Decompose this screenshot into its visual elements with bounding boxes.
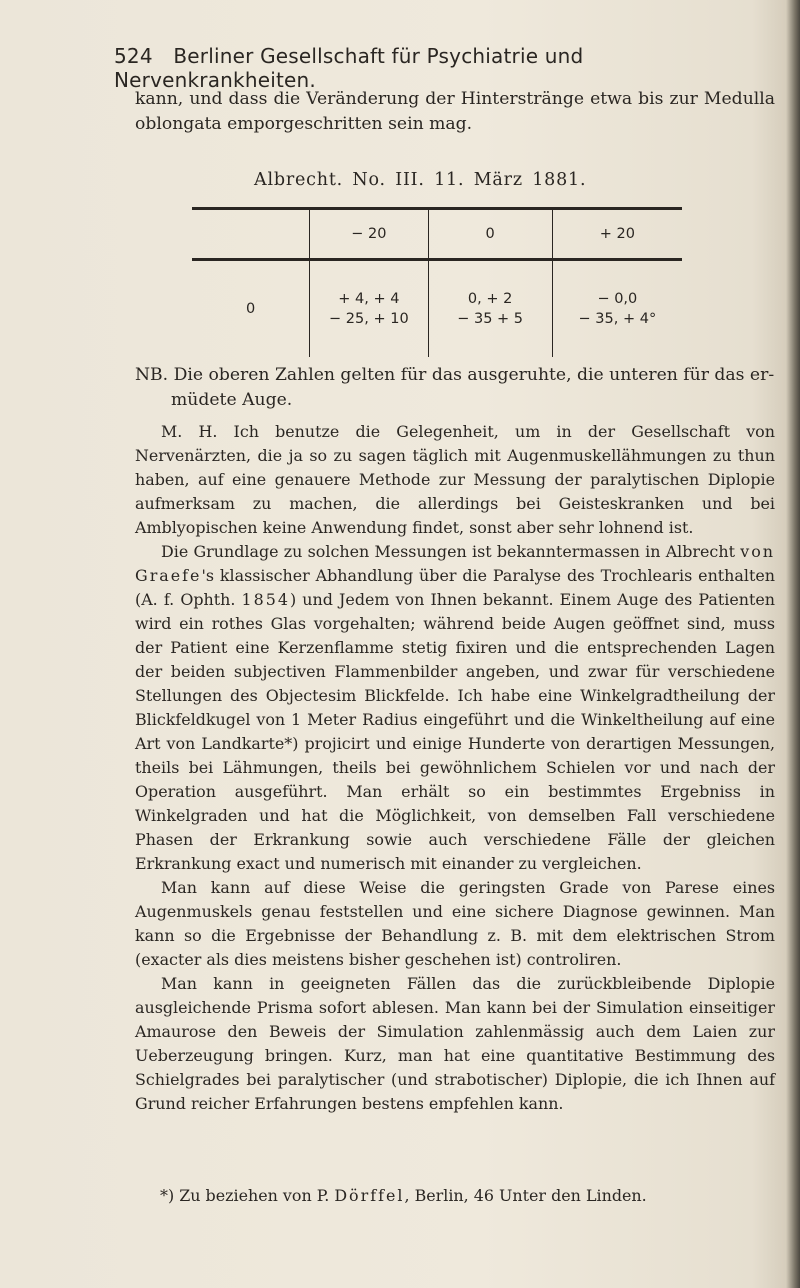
author-name-spaced: 1854 <box>241 590 290 609</box>
cell-lower-value: − 25, + 10 <box>329 311 409 327</box>
author-name-spaced: Dörffel <box>334 1186 405 1205</box>
cell-upper-value: 0, + 2 <box>467 291 513 307</box>
nb-note <box>135 363 775 413</box>
paragraph: M. H. Ich benutze die Gelegenheit, um in der Gesellschaft von Nervenärzten, die ja so zu sagen täglich mit Augenmuskellähmungen zu thun haben, auf eine genauere Methode zur Messung der paralytischen Diplopie aufmerksam zu machen, die allerdings bei Geisteskranken und bei Amblyopischen keine Anwendung findet, sonst aber sehr lohnend ist. <box>135 422 775 537</box>
nb-text-line2: müdete Auge. <box>171 390 293 410</box>
cell-lower-value: − 35 + 5 <box>457 311 524 327</box>
nb-label: NB. <box>135 365 169 385</box>
table-column-header: 0 <box>428 209 552 260</box>
paragraph: Man kann in geeigneten Fällen das die zurückbleibende Diplopie ausgleichende Prisma sofort ablesen. Man kann bei der Simulation einseitiger Amaurose den Beweis der Simulation zahlenmässig auch dem Laien zur Ueberzeugung bringen. Kurz, man hat eine quantitative Bestimmung des Schielgrades bei paralytischer (und strabotischer) Diplopie, die ich Ihnen auf Grund reicher Erfahrungen bestens empfehlen kann. <box>135 974 775 1113</box>
paragraph: Die Grundlage zu solchen Messungen ist bekanntermassen in Albrecht von Graefe's klassischer Abhandlung über die Paralyse des Trochlearis enthalten (A. f. Ophth. 1854) und Jedem von Ihnen bekannt. Einem Auge des Patienten wird ein rothes Glas vorgehalten; während beide Augen geöffnet sind, muss der Patient eine Kerzenflamme stetig fixiren und die entsprechenden Lagen der beiden subjectiven Flammenbilder angeben, und zwar für verschiedene Stellungen des Objectesim Blickfelde. Ich habe eine Winkelgradtheilung der Blickfeldkugel von 1 Meter Radius eingeführt und die Winkeltheilung auf eine Art von Landkarte*) projicirt und einige Hunderte von derartigen Messungen, theils bei Lähmungen, theils bei gewöhnlichem Schielen vor und nach der Operation ausgeführt. Man erhält so ein bestimmtes Ergebniss in Winkelgraden und hat die Möglichkeit, von demselben Fall verschiedene Phasen der Erkrankung sowie auch verschiedene Fälle der gleichen Erkrankung exact und numerisch mit einander zu vergleichen. <box>135 542 775 873</box>
table-row <box>192 260 682 358</box>
footnote: *) Zu beziehen von P. Dörffel, Berlin, 46 Unter den Linden. <box>160 1186 647 1205</box>
table-cell <box>552 260 682 358</box>
table-column-header: + 20 <box>552 209 682 260</box>
table-cell <box>428 260 552 358</box>
speaker-label: M. H. <box>161 422 218 441</box>
page-edge-shadow <box>786 0 800 1288</box>
table-row-header: 0 <box>192 260 310 358</box>
intro-paragraph: kann, und dass die Veränderung der Hinterstränge etwa bis zur Medulla oblongata emporgeschritten sein mag. <box>135 89 775 134</box>
cell-upper-value: + 4, + 4 <box>338 291 400 307</box>
table-column-header: − 20 <box>310 209 428 260</box>
table-corner-cell <box>192 209 310 260</box>
body-text <box>135 420 775 1116</box>
nb-text-line1: Die oberen Zahlen gelten für das ausgeruhte, die unteren für das er- <box>173 365 775 385</box>
footnote-marker: *) <box>160 1186 175 1205</box>
running-header <box>114 44 754 92</box>
table-caption: Albrecht. No. III. 11. März 1881. <box>254 170 587 190</box>
paragraph: Man kann auf diese Weise die geringsten Grade von Parese eines Augenmuskels genau feststellen und eine sichere Diagnose gewinnen. Man kann so die Ergebnisse der Behandlung z. B. mit dem elektrischen Strom (exacter als dies meistens bisher geschehen ist) controliren. <box>135 878 775 969</box>
table-header-row <box>192 209 682 260</box>
page-number: 524 <box>114 44 153 68</box>
measurement-table <box>192 207 682 357</box>
header-title: Berliner Gesellschaft für Psychiatrie und Nervenkrankheiten. <box>114 44 584 92</box>
cell-lower-value: − 35, + 4° <box>578 311 657 327</box>
cell-upper-value: − 0,0 <box>597 291 638 307</box>
author-name-spaced: von Graefe <box>135 542 775 585</box>
table-cell <box>310 260 428 358</box>
